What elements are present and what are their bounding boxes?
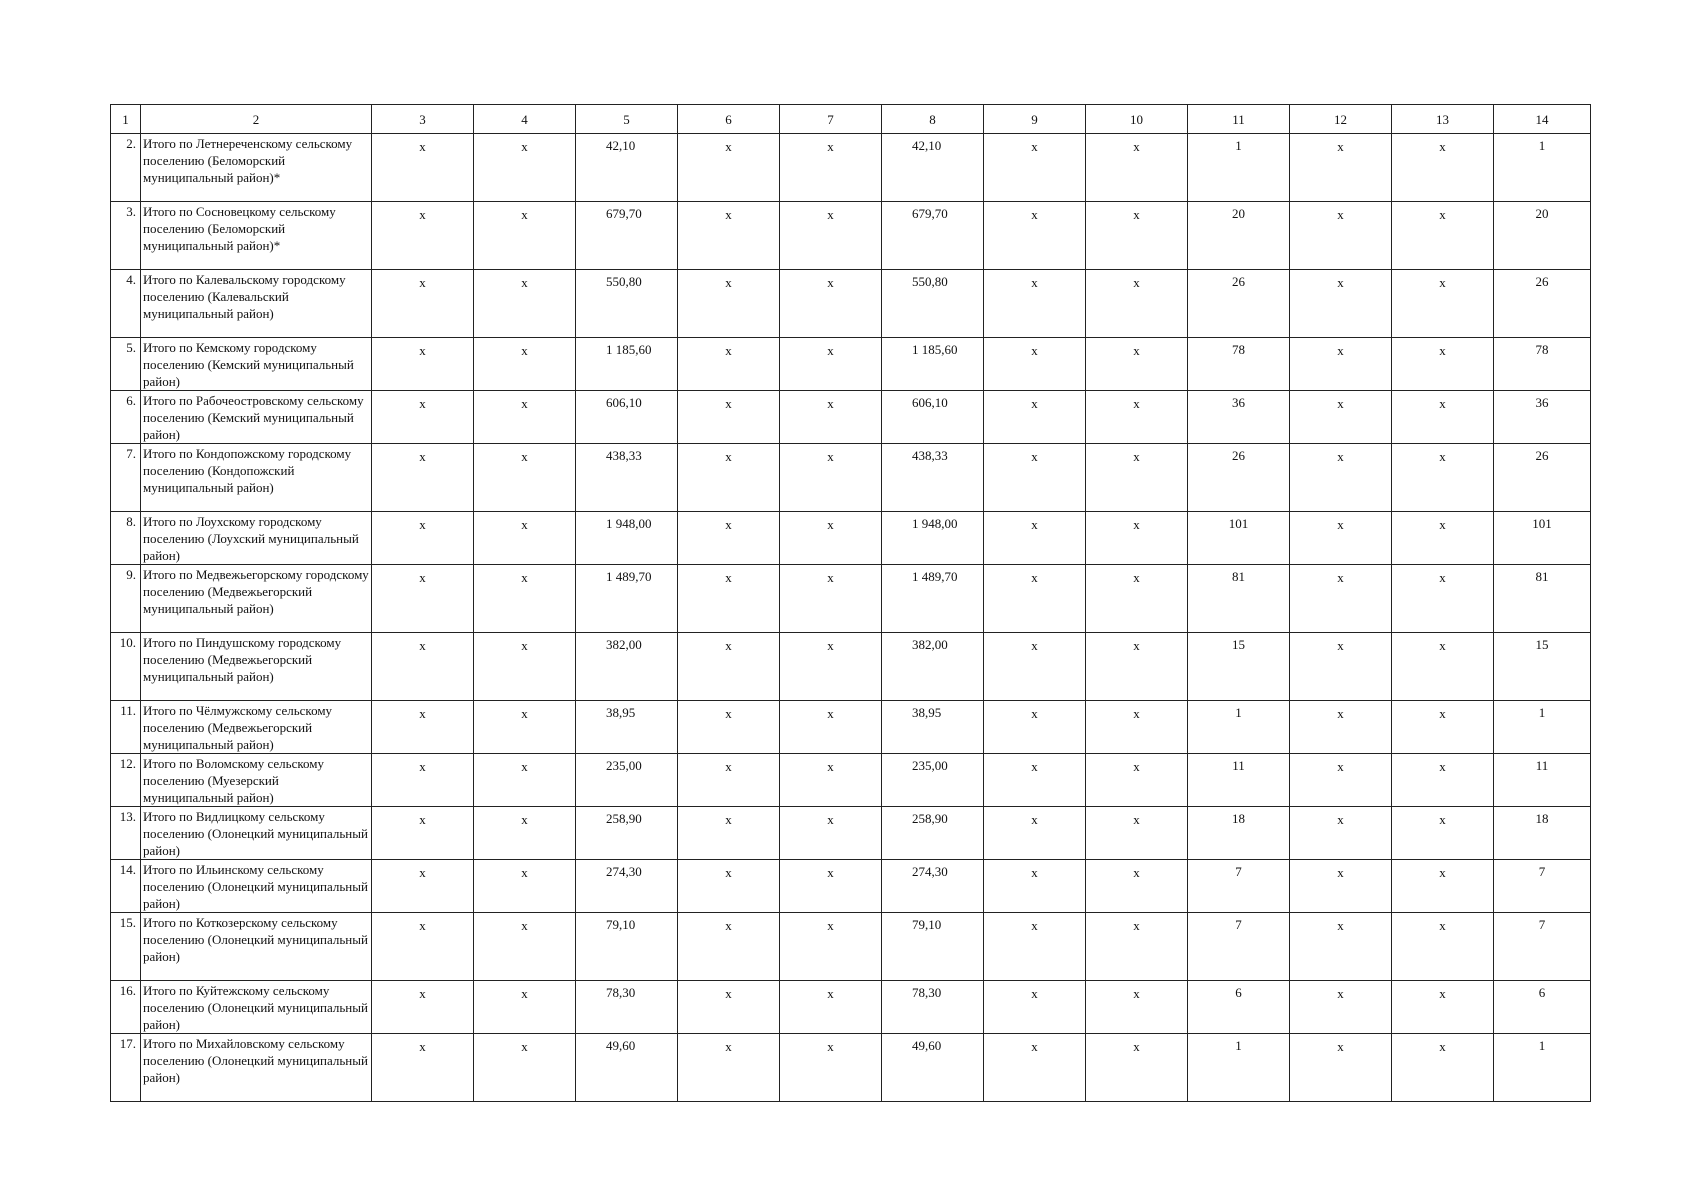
cell-c11: 7 [1188,860,1290,913]
cell-c11: 78 [1188,338,1290,391]
cell-c9: x [984,391,1086,444]
row-number: 2. [111,134,141,202]
row-number: 15. [111,913,141,981]
cell-c6: x [678,338,780,391]
cell-c13: x [1392,512,1494,565]
cell-c5: 258,90 [576,807,678,860]
cell-c14: 18 [1494,807,1591,860]
settlement-name: Итого по Кемскому городскому поселению (Кемский муниципальный район) [141,338,372,391]
cell-c14: 81 [1494,565,1591,633]
cell-c13: x [1392,633,1494,701]
cell-c10: x [1086,512,1188,565]
cell-c13: x [1392,981,1494,1034]
cell-c11: 20 [1188,202,1290,270]
cell-c5: 606,10 [576,391,678,444]
cell-c4: x [474,444,576,512]
row-number: 17. [111,1034,141,1102]
cell-c11: 6 [1188,981,1290,1034]
cell-c4: x [474,391,576,444]
cell-c3: x [372,391,474,444]
cell-c12: x [1290,338,1392,391]
cell-c8: 679,70 [882,202,984,270]
cell-c4: x [474,754,576,807]
cell-c8: 1 185,60 [882,338,984,391]
cell-c7: x [780,701,882,754]
cell-c11: 26 [1188,270,1290,338]
cell-c8: 79,10 [882,913,984,981]
cell-c5: 78,30 [576,981,678,1034]
cell-c9: x [984,754,1086,807]
row-number: 14. [111,860,141,913]
cell-c3: x [372,338,474,391]
table-row [111,1034,1591,1102]
cell-c4: x [474,860,576,913]
cell-c6: x [678,565,780,633]
cell-c5: 79,10 [576,913,678,981]
cell-c13: x [1392,391,1494,444]
cell-c5: 382,00 [576,633,678,701]
cell-c14: 1 [1494,701,1591,754]
table-row [111,701,1591,754]
cell-c9: x [984,565,1086,633]
cell-c14: 36 [1494,391,1591,444]
cell-c8: 382,00 [882,633,984,701]
row-number: 7. [111,444,141,512]
cell-c10: x [1086,860,1188,913]
cell-c3: x [372,565,474,633]
cell-c9: x [984,981,1086,1034]
cell-c13: x [1392,338,1494,391]
cell-c6: x [678,202,780,270]
cell-c8: 1 489,70 [882,565,984,633]
cell-c7: x [780,338,882,391]
table-row [111,565,1591,633]
cell-c14: 7 [1494,860,1591,913]
cell-c10: x [1086,134,1188,202]
cell-c9: x [984,633,1086,701]
settlement-name: Итого по Воломскому сельскому поселению (Муезерский муниципальный район) [141,754,372,807]
cell-c5: 42,10 [576,134,678,202]
cell-c3: x [372,807,474,860]
cell-c10: x [1086,270,1188,338]
cell-c8: 78,30 [882,981,984,1034]
cell-c6: x [678,444,780,512]
column-header: 10 [1086,105,1188,134]
settlement-name: Итого по Калевальскому городскому поселению (Калевальский муниципальный район) [141,270,372,338]
table-row [111,391,1591,444]
cell-c11: 18 [1188,807,1290,860]
cell-c6: x [678,512,780,565]
cell-c13: x [1392,807,1494,860]
cell-c11: 26 [1188,444,1290,512]
cell-c6: x [678,807,780,860]
cell-c12: x [1290,981,1392,1034]
cell-c4: x [474,633,576,701]
cell-c4: x [474,701,576,754]
settlement-name: Итого по Лоухскому городскому поселению (Лоухский муниципальный район) [141,512,372,565]
cell-c6: x [678,270,780,338]
cell-c12: x [1290,701,1392,754]
cell-c7: x [780,270,882,338]
cell-c12: x [1290,913,1392,981]
row-number: 5. [111,338,141,391]
cell-c4: x [474,134,576,202]
cell-c10: x [1086,913,1188,981]
cell-c3: x [372,981,474,1034]
cell-c6: x [678,981,780,1034]
cell-c6: x [678,913,780,981]
cell-c5: 1 948,00 [576,512,678,565]
cell-c14: 11 [1494,754,1591,807]
cell-c5: 438,33 [576,444,678,512]
row-number: 6. [111,391,141,444]
cell-c14: 78 [1494,338,1591,391]
cell-c3: x [372,754,474,807]
cell-c9: x [984,701,1086,754]
column-header: 14 [1494,105,1591,134]
cell-c14: 7 [1494,913,1591,981]
cell-c10: x [1086,202,1188,270]
table-row [111,338,1591,391]
settlement-name: Итого по Рабочеостровскому сельскому поселению (Кемский муниципальный район) [141,391,372,444]
table-row [111,754,1591,807]
column-header: 11 [1188,105,1290,134]
cell-c8: 49,60 [882,1034,984,1102]
cell-c9: x [984,444,1086,512]
row-number: 16. [111,981,141,1034]
cell-c5: 1 489,70 [576,565,678,633]
cell-c8: 1 948,00 [882,512,984,565]
cell-c11: 15 [1188,633,1290,701]
cell-c12: x [1290,444,1392,512]
cell-c13: x [1392,701,1494,754]
cell-c3: x [372,913,474,981]
cell-c12: x [1290,633,1392,701]
cell-c10: x [1086,754,1188,807]
row-number: 4. [111,270,141,338]
cell-c9: x [984,913,1086,981]
column-header: 4 [474,105,576,134]
cell-c7: x [780,512,882,565]
cell-c7: x [780,134,882,202]
cell-c13: x [1392,754,1494,807]
cell-c12: x [1290,202,1392,270]
cell-c3: x [372,202,474,270]
cell-c13: x [1392,860,1494,913]
row-number: 11. [111,701,141,754]
table-row [111,270,1591,338]
cell-c11: 7 [1188,913,1290,981]
cell-c12: x [1290,134,1392,202]
cell-c10: x [1086,701,1188,754]
cell-c6: x [678,1034,780,1102]
cell-c14: 1 [1494,134,1591,202]
cell-c3: x [372,701,474,754]
cell-c10: x [1086,391,1188,444]
cell-c10: x [1086,807,1188,860]
column-header: 12 [1290,105,1392,134]
cell-c3: x [372,1034,474,1102]
cell-c9: x [984,202,1086,270]
cell-c4: x [474,913,576,981]
row-number: 12. [111,754,141,807]
cell-c8: 606,10 [882,391,984,444]
settlement-name: Итого по Михайловскому сельскому поселению (Олонецкий муниципальный район) [141,1034,372,1102]
settlement-name: Итого по Кондопожскому городскому поселению (Кондопожский муниципальный район) [141,444,372,512]
cell-c12: x [1290,391,1392,444]
cell-c9: x [984,512,1086,565]
cell-c7: x [780,860,882,913]
cell-c9: x [984,860,1086,913]
cell-c8: 42,10 [882,134,984,202]
cell-c3: x [372,270,474,338]
cell-c14: 1 [1494,1034,1591,1102]
cell-c10: x [1086,565,1188,633]
column-header: 5 [576,105,678,134]
cell-c14: 15 [1494,633,1591,701]
settlement-name: Итого по Сосновецкому сельскому поселению (Беломорский муниципальный район)* [141,202,372,270]
data-table [110,104,1591,1102]
cell-c14: 26 [1494,444,1591,512]
cell-c13: x [1392,134,1494,202]
cell-c4: x [474,981,576,1034]
cell-c12: x [1290,565,1392,633]
cell-c8: 235,00 [882,754,984,807]
cell-c7: x [780,202,882,270]
cell-c7: x [780,391,882,444]
table-row [111,134,1591,202]
settlement-name: Итого по Коткозерскому сельскому поселению (Олонецкий муниципальный район) [141,913,372,981]
cell-c9: x [984,270,1086,338]
cell-c9: x [984,338,1086,391]
cell-c3: x [372,512,474,565]
cell-c12: x [1290,754,1392,807]
cell-c8: 258,90 [882,807,984,860]
cell-c11: 36 [1188,391,1290,444]
cell-c11: 101 [1188,512,1290,565]
column-header: 3 [372,105,474,134]
settlement-name: Итого по Видлицкому сельскому поселению (Олонецкий муниципальный район) [141,807,372,860]
cell-c10: x [1086,981,1188,1034]
column-header: 6 [678,105,780,134]
row-number: 9. [111,565,141,633]
cell-c13: x [1392,444,1494,512]
cell-c11: 1 [1188,701,1290,754]
table-row [111,981,1591,1034]
cell-c11: 1 [1188,134,1290,202]
cell-c7: x [780,913,882,981]
cell-c7: x [780,807,882,860]
cell-c13: x [1392,202,1494,270]
cell-c7: x [780,1034,882,1102]
cell-c10: x [1086,444,1188,512]
cell-c6: x [678,754,780,807]
column-header: 13 [1392,105,1494,134]
column-header: 2 [141,105,372,134]
table-row [111,512,1591,565]
row-number: 10. [111,633,141,701]
table-row [111,807,1591,860]
cell-c3: x [372,860,474,913]
row-number: 8. [111,512,141,565]
settlement-name: Итого по Чёлмужскому сельскому поселению (Медвежьегорский муниципальный район) [141,701,372,754]
cell-c14: 20 [1494,202,1591,270]
cell-c4: x [474,512,576,565]
cell-c4: x [474,1034,576,1102]
cell-c10: x [1086,338,1188,391]
cell-c6: x [678,633,780,701]
cell-c5: 550,80 [576,270,678,338]
cell-c10: x [1086,633,1188,701]
cell-c5: 1 185,60 [576,338,678,391]
cell-c13: x [1392,565,1494,633]
cell-c8: 274,30 [882,860,984,913]
cell-c12: x [1290,512,1392,565]
table-row [111,860,1591,913]
cell-c12: x [1290,270,1392,338]
cell-c6: x [678,134,780,202]
cell-c4: x [474,807,576,860]
cell-c13: x [1392,270,1494,338]
cell-c8: 38,95 [882,701,984,754]
table-row [111,913,1591,981]
settlement-name: Итого по Пиндушскому городскому поселению (Медвежьегорский муниципальный район) [141,633,372,701]
cell-c13: x [1392,1034,1494,1102]
cell-c14: 101 [1494,512,1591,565]
cell-c4: x [474,565,576,633]
cell-c5: 49,60 [576,1034,678,1102]
column-header: 1 [111,105,141,134]
cell-c7: x [780,981,882,1034]
cell-c6: x [678,860,780,913]
cell-c12: x [1290,1034,1392,1102]
settlement-name: Итого по Медвежьегорскому городскому поселению (Медвежьегорский муниципальный район) [141,565,372,633]
cell-c11: 11 [1188,754,1290,807]
cell-c5: 38,95 [576,701,678,754]
column-header: 7 [780,105,882,134]
cell-c7: x [780,444,882,512]
cell-c7: x [780,565,882,633]
column-header: 9 [984,105,1086,134]
cell-c12: x [1290,860,1392,913]
cell-c12: x [1290,807,1392,860]
column-header: 8 [882,105,984,134]
cell-c9: x [984,1034,1086,1102]
cell-c10: x [1086,1034,1188,1102]
table-row [111,202,1591,270]
table-row [111,633,1591,701]
cell-c3: x [372,633,474,701]
cell-c5: 235,00 [576,754,678,807]
cell-c9: x [984,134,1086,202]
cell-c7: x [780,754,882,807]
cell-c13: x [1392,913,1494,981]
cell-c5: 274,30 [576,860,678,913]
row-number: 3. [111,202,141,270]
table-row [111,444,1591,512]
table-header-row [111,105,1591,134]
cell-c14: 6 [1494,981,1591,1034]
cell-c3: x [372,134,474,202]
cell-c6: x [678,701,780,754]
row-number: 13. [111,807,141,860]
cell-c14: 26 [1494,270,1591,338]
cell-c6: x [678,391,780,444]
cell-c11: 1 [1188,1034,1290,1102]
cell-c11: 81 [1188,565,1290,633]
cell-c4: x [474,270,576,338]
cell-c3: x [372,444,474,512]
settlement-name: Итого по Ильинскому сельскому поселению (Олонецкий муниципальный район) [141,860,372,913]
cell-c4: x [474,338,576,391]
cell-c4: x [474,202,576,270]
cell-c7: x [780,633,882,701]
settlement-name: Итого по Летнереченскому сельскому поселению (Беломорский муниципальный район)* [141,134,372,202]
cell-c8: 438,33 [882,444,984,512]
cell-c9: x [984,807,1086,860]
cell-c8: 550,80 [882,270,984,338]
settlement-name: Итого по Куйтежскому сельскому поселению (Олонецкий муниципальный район) [141,981,372,1034]
cell-c5: 679,70 [576,202,678,270]
